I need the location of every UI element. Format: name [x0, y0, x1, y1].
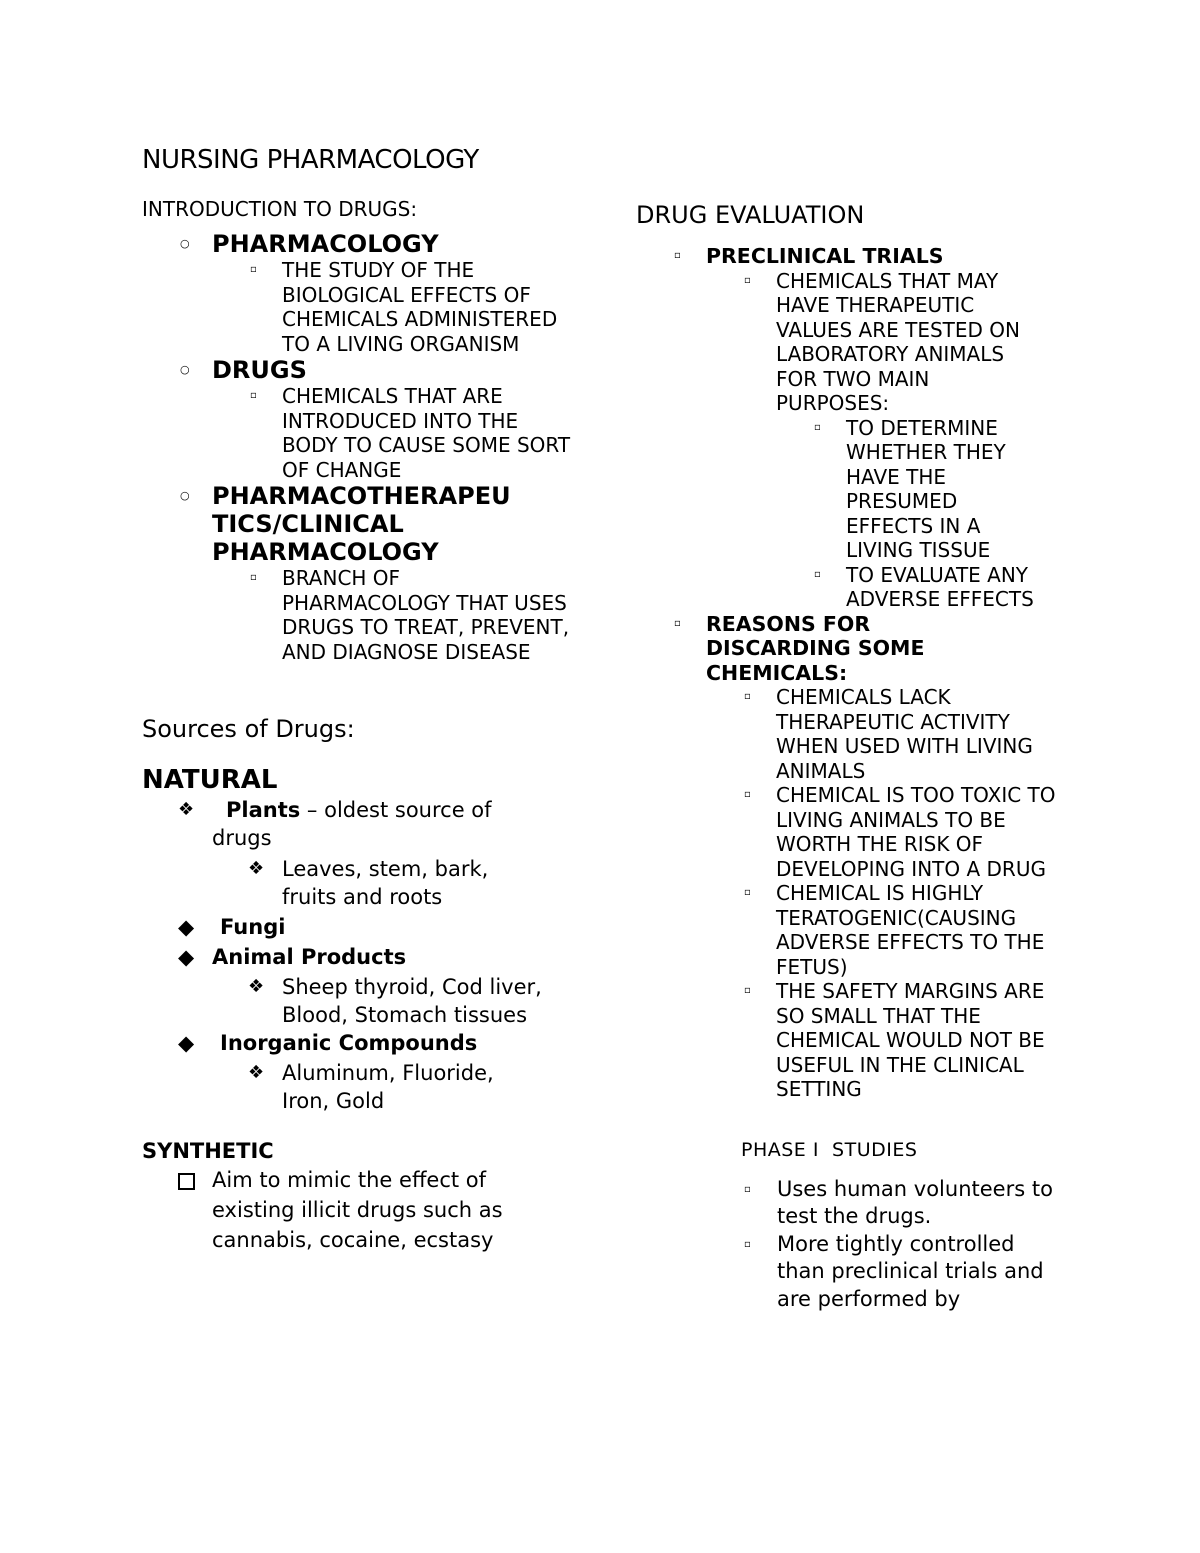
- list-item: [142, 796, 582, 911]
- natural-heading: NATURAL: [142, 765, 278, 795]
- four-diamond-bullet-icon: ❖: [178, 799, 195, 820]
- square-bullet-icon: ▫: [674, 617, 681, 629]
- circle-bullet-icon: ○: [180, 363, 190, 376]
- diamond-bullet-icon: ◆: [178, 945, 195, 969]
- list-item: [636, 1176, 1096, 1231]
- preclinical-description: CHEMICALS THAT MAY HAVE THERAPEUTIC VALUES ARE TESTED ON LABORATORY ANIMALS FOR TWO MAIN PURPOSES:: [776, 268, 1020, 415]
- reason-text: CHEMICAL IS TOO TOXIC TO LIVING ANIMALS TO BE WORTH THE RISK OF DEVELOPING INTO A DRUG: [776, 783, 1056, 881]
- circle-bullet-icon: ○: [180, 237, 190, 250]
- synthetic-list: [142, 1165, 582, 1255]
- list-item: [142, 356, 582, 482]
- list-item: [636, 244, 1096, 612]
- diamond-bullet-icon: ◆: [178, 1031, 195, 1055]
- inorganic-sub-text: Aluminum, Fluoride, Iron, Gold: [282, 1061, 494, 1113]
- square-bullet-icon: ▫: [744, 985, 751, 996]
- list-item: [142, 230, 582, 356]
- four-diamond-bullet-icon: ❖: [248, 976, 265, 997]
- synthetic-text: Aim to mimic the effect of existing illicit drugs such as cannabis, cocaine, ecstasy: [212, 1168, 503, 1252]
- square-bullet-icon: ▫: [744, 789, 751, 800]
- plants-label: Plants: [226, 798, 301, 822]
- plants-sub-text: Leaves, stem, bark, fruits and roots: [282, 857, 489, 909]
- phase-1-heading: PHASE I STUDIES: [741, 1138, 918, 1161]
- checkbox-bullet-icon: [178, 1173, 195, 1190]
- list-item: [706, 783, 1096, 881]
- animal-products-label: Animal Products: [212, 945, 407, 969]
- square-bullet-icon: ▫: [744, 691, 751, 702]
- definition-pharmacology: THE STUDY OF THE BIOLOGICAL EFFECTS OF CHEMICALS ADMINISTERED TO A LIVING ORGANISM: [282, 258, 558, 356]
- diamond-bullet-icon: ◆: [178, 915, 195, 939]
- reason-text: THE SAFETY MARGINS ARE SO SMALL THAT THE CHEMICAL WOULD NOT BE USEFUL IN THE CLINICAL SETTING: [776, 979, 1045, 1101]
- phase-1-text: More tightly controlled than preclinical trials and are performed by: [777, 1231, 1044, 1311]
- list-item: [142, 1165, 582, 1255]
- list-item: [706, 979, 1096, 1102]
- purpose-text: TO DETERMINE WHETHER THEY HAVE THE PRESUMED EFFECTS IN A LIVING TISSUE: [846, 415, 1006, 562]
- term-pharmacology: PHARMACOLOGY: [212, 230, 439, 258]
- list-item: [212, 973, 582, 1029]
- purpose-text: TO EVALUATE ANY ADVERSE EFFECTS: [846, 562, 1034, 611]
- square-bullet-icon: ▫: [250, 390, 257, 401]
- list-item: [776, 563, 1096, 612]
- plants-text: – oldest source of drugs: [212, 798, 492, 850]
- reason-text: CHEMICALS LACK THERAPEUTIC ACTIVITY WHEN USED WITH LIVING ANIMALS: [776, 685, 1033, 783]
- list-item: [636, 1231, 1096, 1314]
- intro-heading: INTRODUCTION TO DRUGS:: [142, 197, 418, 221]
- term-drugs: DRUGS: [212, 356, 307, 384]
- list-item: [212, 258, 582, 356]
- term-pharmacotherapeutics: PHARMACOTHERAPEU TICS/CLINICAL PHARMACOLOGY: [212, 482, 511, 566]
- square-bullet-icon: ▫: [744, 1238, 751, 1250]
- left-column: [142, 142, 582, 1255]
- reason-text: CHEMICAL IS HIGHLY TERATOGENIC(CAUSING ADVERSE EFFECTS TO THE FETUS): [776, 881, 1045, 979]
- list-item: [212, 566, 582, 664]
- preclinical-trials-label: PRECLINICAL TRIALS: [706, 244, 944, 268]
- list-item: [776, 416, 1096, 563]
- list-item: [142, 482, 582, 664]
- animal-sub-text: Sheep thyroid, Cod liver, Blood, Stomach tissues: [282, 975, 542, 1027]
- inorganic-label: Inorganic Compounds: [220, 1031, 478, 1055]
- list-item: [142, 913, 582, 941]
- fungi-label: Fungi: [220, 915, 286, 939]
- list-item: [212, 855, 582, 911]
- square-bullet-icon: ▫: [744, 274, 751, 286]
- list-item: [706, 685, 1096, 783]
- square-bullet-icon: ▫: [744, 887, 751, 898]
- synthetic-heading: SYNTHETIC: [142, 1139, 274, 1163]
- list-item: [706, 881, 1096, 979]
- list-item: [706, 269, 1096, 612]
- intro-list: [142, 230, 582, 664]
- circle-bullet-icon: ○: [180, 489, 190, 502]
- four-diamond-bullet-icon: ❖: [248, 1062, 265, 1083]
- evaluation-list: [636, 244, 1096, 1102]
- drug-evaluation-heading: DRUG EVALUATION: [636, 201, 865, 229]
- phase-1-text: Uses human volunteers to test the drugs.: [777, 1176, 1053, 1228]
- list-item: [212, 384, 582, 482]
- right-column: [636, 198, 1096, 1313]
- sources-heading: Sources of Drugs:: [142, 715, 355, 743]
- list-item: [142, 943, 582, 1029]
- square-bullet-icon: ▫: [814, 421, 821, 433]
- four-diamond-bullet-icon: ❖: [248, 858, 265, 879]
- phase-1-list: [636, 1176, 1096, 1314]
- square-bullet-icon: ▫: [814, 568, 821, 580]
- square-bullet-icon: ▫: [250, 264, 257, 275]
- square-bullet-icon: ▫: [674, 250, 681, 261]
- definition-drugs: CHEMICALS THAT ARE INTRODUCED INTO THE BODY TO CAUSE SOME SORT OF CHANGE: [282, 384, 571, 482]
- natural-list: [142, 796, 582, 1115]
- reasons-label: REASONS FOR DISCARDING SOME CHEMICALS:: [706, 611, 925, 685]
- square-bullet-icon: ▫: [250, 572, 257, 583]
- square-bullet-icon: ▫: [744, 1183, 751, 1195]
- document-title: NURSING PHARMACOLOGY: [142, 145, 479, 175]
- definition-pharmacotherapeutics: BRANCH OF PHARMACOLOGY THAT USES DRUGS TO TREAT, PREVENT, AND DIAGNOSE DISEASE: [282, 566, 570, 664]
- list-item: [636, 612, 1096, 1102]
- list-item: [142, 1029, 582, 1115]
- list-item: [212, 1059, 582, 1115]
